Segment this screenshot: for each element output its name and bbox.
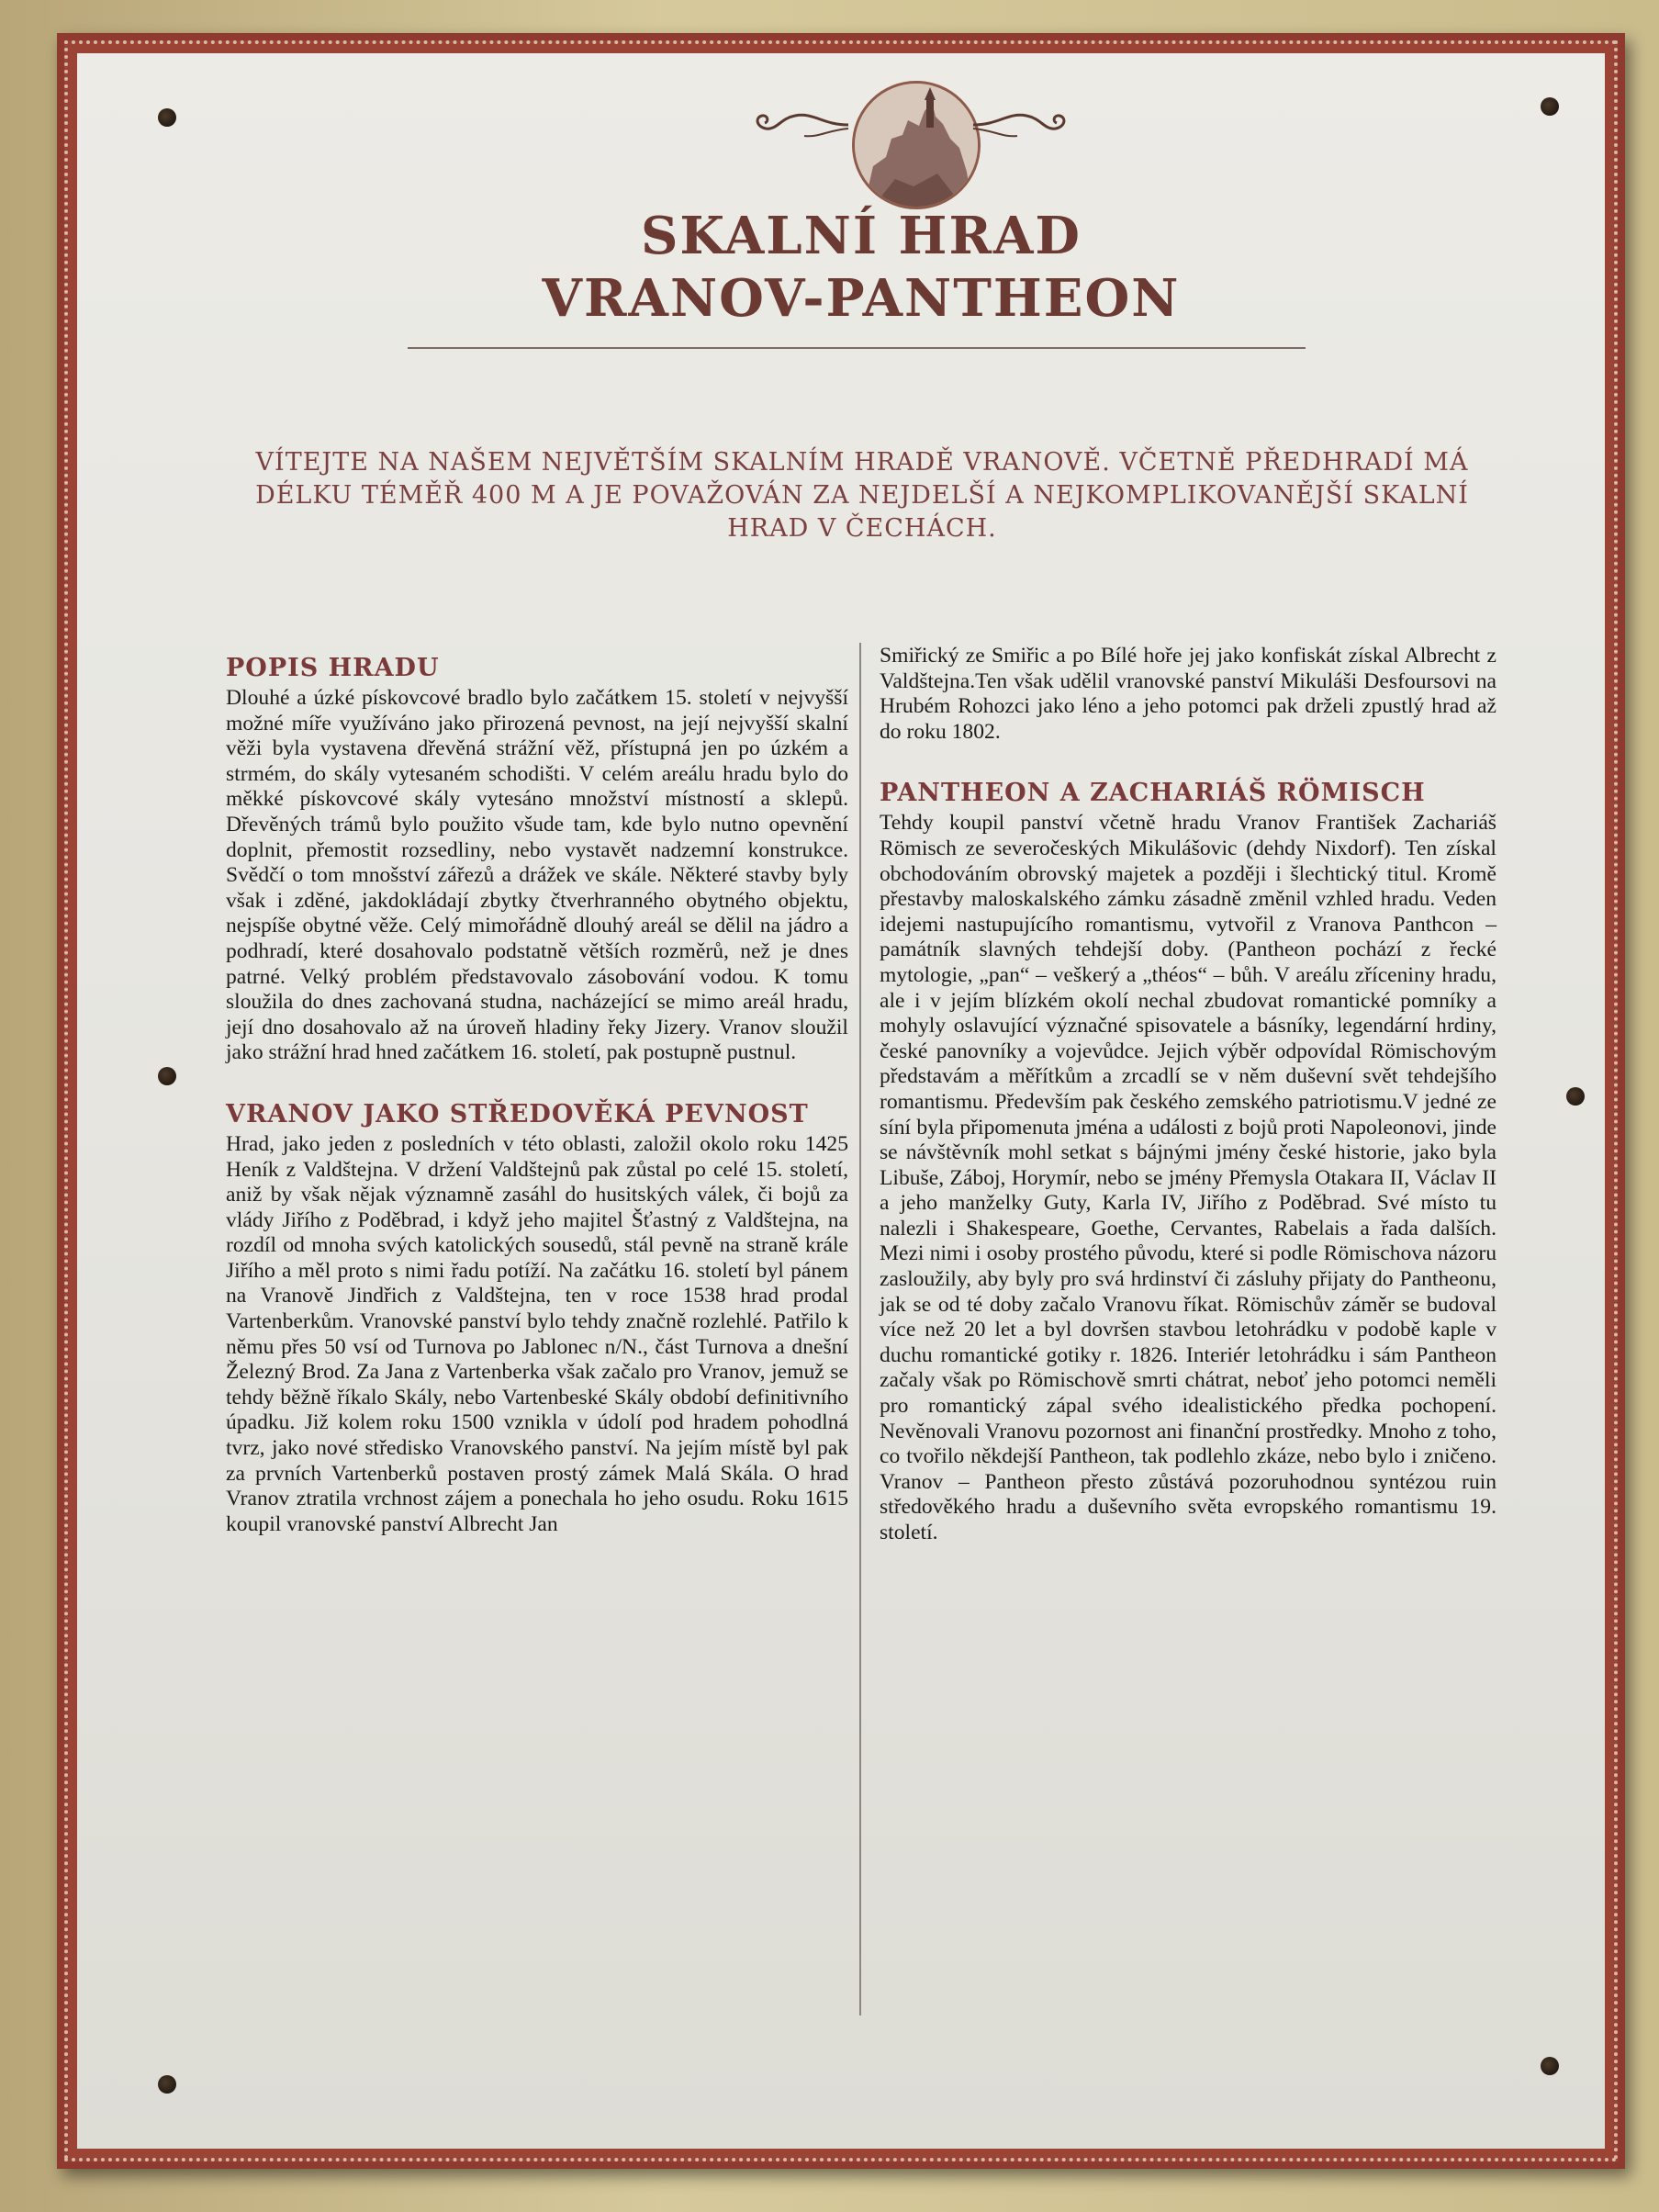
castle-emblem-icon <box>852 81 981 209</box>
section-text-popis: Dlouhé a úzké pískovcové bradlo bylo začátkem 15. století v nejvyšší možné míře využíváno jako přirozená pevnost, na její nejvyšší skalní věži byla vystavena dřevěná strážní věž, přístupná jen po úzkém a strmém, do skály vytesaném schodišti. V celém areálu hradu bylo do měkké pískovcové skály vytesáno množství místností a sklepů. Dřevěných trámů bylo použito všude tam, kde bylo nutno opevnění doplnit, přemostit rozsedliny, nebo vystavět nadzemní konstrukce. Svědčí o tom mnošství zářezů a drážek ve skále. Některé stavby byly však i zděné, jakdokládají zbytky čtverhranného obytného objektu, nejspíše obytné věže. Celý mimořádně dlouhý areál se dělil na jádro a podhradí, které dosahovalo podstatně větších rozměrů, než je dnes patrné. Velký problém představovalo zásobování vodou. K tomu sloužila do dnes zachovaná studna, nacházející se mimo areál hradu, její dno dosahovalo až na úroveň hladiny řeky Jizery. Vranov sloužil jako strážní hrad hned začátkem 16. století, pak postupně pustnul. <box>226 686 848 1065</box>
sign-panel <box>77 53 1605 2149</box>
section-heading-pantheon: PANTHEON A ZACHARIÁŠ RÖMISCH <box>880 779 1426 808</box>
screw-icon <box>1566 1087 1585 1106</box>
screw-icon <box>1541 97 1559 116</box>
left-flourish-icon <box>740 107 850 143</box>
frame-border <box>64 40 1618 2161</box>
title-line-2: VRANOV-PANTHEON <box>542 268 1181 329</box>
section-text-pevnost-continued: Smiřický ze Smiřic a po Bílé hoře jej jako konfiskát získal Albrecht z Valdštejna.Ten však udělil vranovské panství Mikuláši Desfoursovi na Hrubém Rohozci jako léno a jeho potomci pak drželi zpustlý hrad až do roku 1802. <box>880 644 1496 744</box>
intro-text: VÍTEJTE NA NAŠEM NEJVĚTŠÍM SKALNÍM HRADĚ VRANOVĚ. VČETNĚ PŘEDHRADÍ MÁ DÉLKU TÉMĚŘ 400 M A JE POVAŽOVÁN ZA NEJDELŠÍ A NEJKOMPLIKOVANĚJŠÍ SKALNÍ HRAD V ČECHÁCH. <box>255 448 1469 543</box>
screw-icon <box>158 108 176 127</box>
sign-frame <box>57 33 1625 2169</box>
left-column <box>226 653 848 1537</box>
title-line-1: SKALNÍ HRAD <box>640 206 1082 266</box>
screw-icon <box>1541 2057 1559 2075</box>
column-divider <box>859 643 861 2016</box>
title-divider <box>408 347 1306 349</box>
screw-icon <box>158 1067 176 1085</box>
section-heading-popis: POPIS HRADU <box>226 654 440 682</box>
right-column <box>880 644 1496 1546</box>
right-flourish-icon <box>971 107 1082 143</box>
screw-icon <box>158 2075 176 2094</box>
section-text-pantheon: Tehdy koupil panství včetně hradu Vranov František Zachariáš Römisch ze severočeských Mikulášovic (dehdy Nixdorf). Ten získal obchodováním obrovský majetek a později i šlechtický titul. Kromě přestavby maloskalského zámku zásadně změnil vzhled hradu. Veden idejemi nastupujícího romantismu, vytvořil z Vranova Panthcon – památník slavných tehdejší doby. (Pantheon pochází z řecké mytologie, „pan“ – veškerý a „théos“ – bůh. V areálu zříceniny hradu, ale i v jejím blízkém okolí nechal zbudovat romantické pomníky a mohyly oslavující význačné spisovatele a básníky, legendární hrdiny, české panovníky a vojevůdce. Jejich výběr odpovídal Römischovým představám a měřítkům a zrcadlí se v něm duševní svět tehdejšího romantismu. Především pak českého zemského patriotismu.V jedné ze síní byla připomenuta jména a události z bojů proti Napoleonovi, jinde se návštěvník mohl setkat s bájnými jmény české historie, jako byla Libuše, Záboj, Horymír, nebo se jmény Přemysla Otakara II, Václav II a jeho manželky Guty, Karla IV, Jiřího z Poděbrad. Své místo tu nalezli i Shakespeare, Goethe, Cervantes, Rabelais a řada dalších. Mezi nimi i osoby prostého původu, které si podle Römischova názoru zasloužily, aby byly pro svá hrdinství či zásluhy přijaty do Pantheonu, jak se od té doby začalo Vranovu říkat. Römischův záměr se budoval více než 20 let a byl dovršen stavbou letohrádku v podobě kaple v duchu romantické gotiky r. 1826. Interiér letohrádku i sám Pantheon začaly však po Römischově smrti chátrat, neboť jeho potomci neměli pro romantický zápal svého idealistického předka pochopení. Nevěnovali Vranovu pozornost ani finanční prostředky. Mnoho z toho, co tvořilo někdejší Pantheon, tak podlehlo zkáze, nebo bylo i zničeno. Vranov – Pantheon přesto zůstává pozoruhodnou syntézou ruin středověkého hradu a duševního světa evropského romantismu 19. století. <box>880 811 1496 1544</box>
section-heading-pevnost: VRANOV JAKO STŘEDOVĚKÁ PEVNOST <box>226 1099 809 1128</box>
section-text-pevnost: Hrad, jako jeden z posledních v této oblasti, založil okolo roku 1425 Heník z Valdštejna. V držení Valdštejnů pak zůstal po celé 15. století, aniž by však nějak významně zasáhl do husitských válek, či bojů za vlády Jiřího z Poděbrad, i když jeho majitel Šťastný z Valdštejna, na rozdíl od mnoha svých katolických sousedů, stál pevně na straně krále Jiřího a měl proto s nimi řadu potíží. Na začátku 16. století byl pánem na Vranově Jindřich z Valdštejna, ten v roce 1538 hrad prodal Vartenberkům. Vranovské panství bylo tehdy značně rozlehlé. Patřilo k němu přes 50 vsí od Turnova po Jablonec n/N., část Turnova a dnešní Železný Brod. Za Jana z Vartenberka však začalo pro Vranov, jemuž se tehdy běžně říkalo Skály, nebo Vartenbeské Skály období definitivního úpadku. Již kolem roku 1500 vznikla v údolí pod hradem pohodlná tvrz, jako nové středisko Vranovského panství. Na jejím místě byl pak za prvních Vartenberků postaven prostý zámek Malá Skála. O hrad Vranov ztratila vrchnost zájem a ponechala ho jeho osudu. Roku 1615 koupil vranovské panství Albrecht Jan <box>226 1131 848 1536</box>
